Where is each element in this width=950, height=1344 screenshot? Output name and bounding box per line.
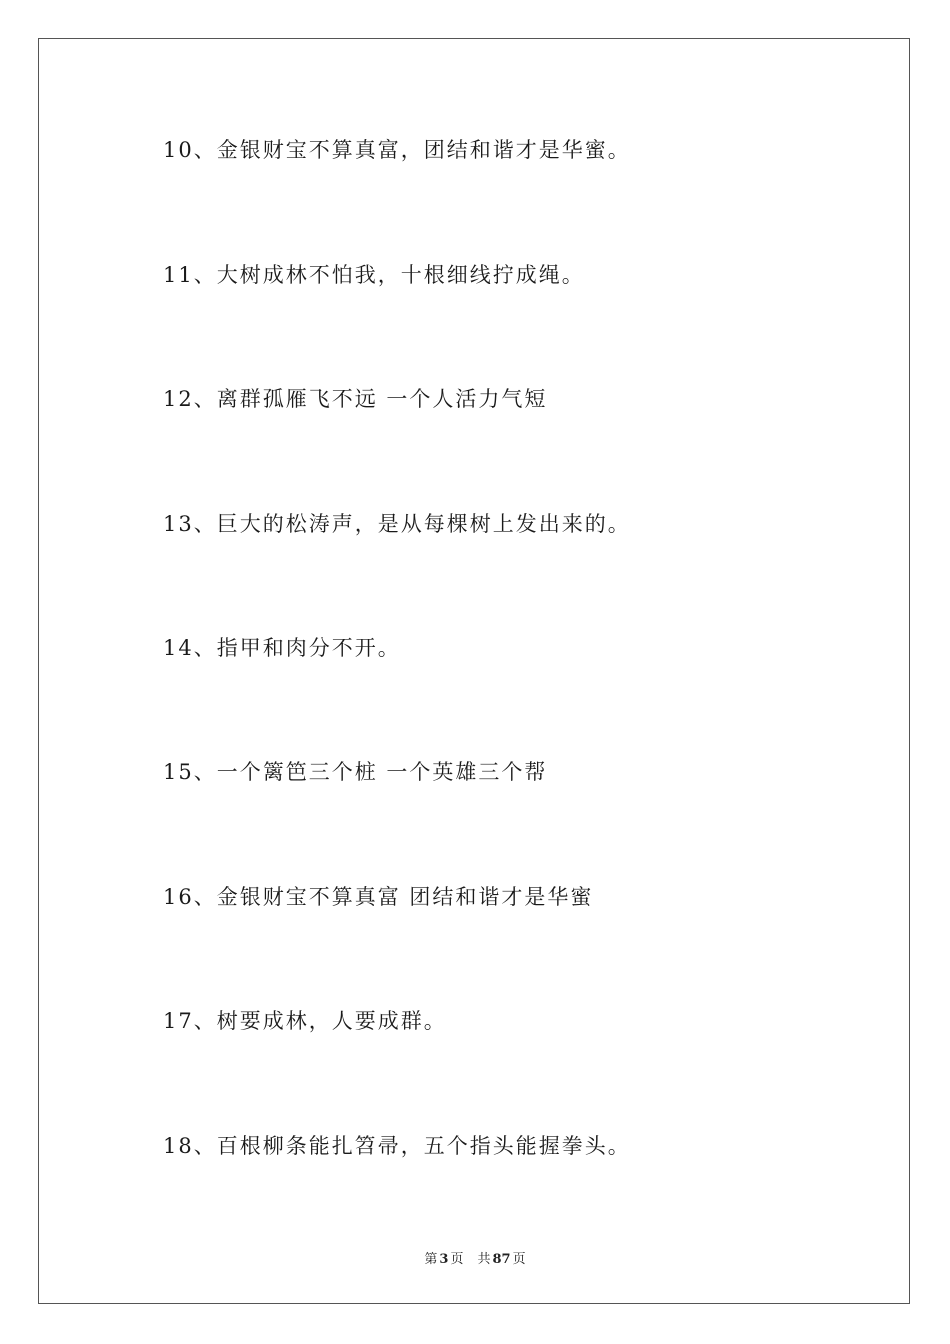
page-frame (38, 38, 910, 1304)
list-item: 12、离群孤雁飞不远 一个人活力气短 (163, 387, 548, 411)
list-item: 15、一个篱笆三个桩 一个英雄三个帮 (163, 760, 548, 784)
list-item: 18、百根柳条能扎笤帚，五个指头能握拳头。 (163, 1134, 631, 1158)
total-pages: 87 (492, 1252, 511, 1267)
list-item: 10、金银财宝不算真富，团结和谐才是华蜜。 (163, 138, 631, 162)
list-item: 13、巨大的松涛声，是从每棵树上发出来的。 (163, 512, 631, 536)
page-suffix: 页 (450, 1252, 464, 1267)
page-number: 3 (439, 1252, 449, 1267)
page-footer (0, 1248, 950, 1267)
list-item: 11、大树成林不怕我，十根细线拧成绳。 (163, 263, 585, 287)
total-prefix: 共 (477, 1252, 491, 1267)
list-item: 17、树要成林，人要成群。 (163, 1009, 447, 1033)
list-item: 16、金银财宝不算真富 团结和谐才是华蜜 (163, 885, 594, 909)
list-item: 14、指甲和肉分不开。 (163, 636, 401, 660)
page-prefix: 第 (424, 1252, 438, 1267)
total-suffix: 页 (512, 1252, 526, 1267)
